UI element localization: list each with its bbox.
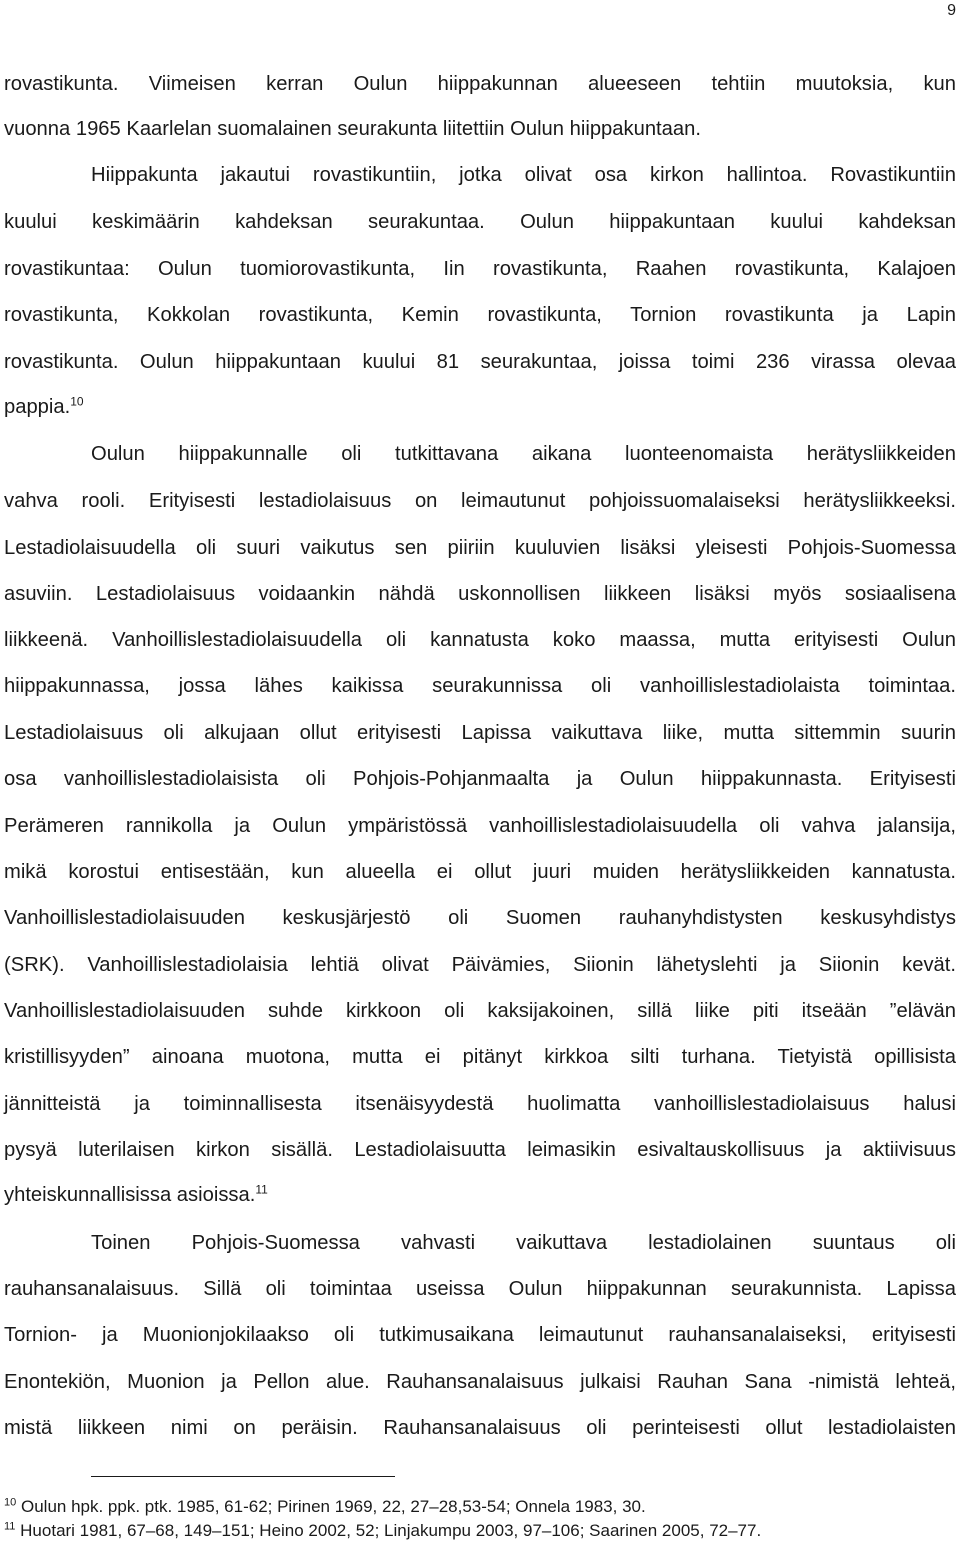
footnote (4, 1520, 761, 1542)
footnote-ref: 10 (70, 394, 84, 409)
text-line: jännitteistä ja toiminnallisesta itsenäisyydestä huolimatta vanhoillislestadiolaisuus halusi (4, 1093, 956, 1115)
text-line-with-footnote (4, 1182, 268, 1208)
text-line: Perämeren rannikolla ja Oulun ympäristössä vanhoillislestadiolaisuudella oli vahva jalansija, (4, 815, 956, 837)
text-line: hiippakunnassa, jossa lähes kaikissa seurakunnissa oli vanhoillislestadiolaista toimintaa. (4, 675, 956, 697)
text-line: kuului keskimäärin kahdeksan seurakuntaa. Oulun hiippakuntaan kuului kahdeksan (4, 211, 956, 233)
text-line-with-footnote (4, 394, 84, 420)
text-line: Lestadiolaisuus oli alkujaan ollut erityisesti Lapissa vaikuttava liike, mutta sittemmin suurin (4, 722, 956, 744)
text-line: pappia. (4, 396, 71, 418)
footnote-text: Huotari 1981, 67–68, 149–151; Heino 2002, 52; Linjakumpu 2003, 97–106; Saarinen 2005, 72–77. (20, 1521, 762, 1540)
text-line: vahva rooli. Erityisesti lestadiolaisuus on leimautunut pohjoissuomalaiseksi herätysliikkeeksi. (4, 490, 956, 512)
footnote-separator (91, 1476, 395, 1477)
footnote (4, 1496, 646, 1518)
text-line: (SRK). Vanhoillislestadiolaisia lehtiä olivat Päivämies, Siionin lähetyslehti ja Siionin kevät. (4, 954, 956, 976)
text-line: asuviin. Lestadiolaisuus voidaankin nähdä uskonnollisen liikkeen lisäksi myös sosiaalisena (4, 583, 956, 605)
text-line: mikä korostui entisestään, kun alueella ei ollut juuri muiden herätysliikkeiden kannatusta. (4, 861, 956, 883)
page-number: 9 (947, 2, 956, 19)
text-line: liikkeenä. Vanhoillislestadiolaisuudella oli kannatusta koko maassa, mutta erityisesti Oulun (4, 629, 956, 651)
footnote-number: 11 (4, 1520, 16, 1533)
text-line: Vanhoillislestadiolaisuuden keskusjärjestö oli Suomen rauhanyhdistysten keskusyhdistys (4, 907, 956, 929)
text-line: Vanhoillislestadiolaisuuden suhde kirkkoon oli kaksijakoinen, sillä liike piti itseään ”elävän (4, 1000, 956, 1022)
text-line: vuonna 1965 Kaarlelan suomalainen seurakunta liitettiin Oulun hiippakuntaan. (4, 118, 701, 140)
text-line: rovastikunta. Oulun hiippakuntaan kuului 81 seurakuntaa, joissa toimi 236 virassa olevaa (4, 351, 956, 373)
text-line: rovastikuntaa: Oulun tuomiorovastikunta, Iin rovastikunta, Raahen rovastikunta, Kalajoen (4, 258, 956, 280)
text-line: Tornion- ja Muonionjokilaakso oli tutkimusaikana leimautunut rauhansanalaiseksi, erityisesti (4, 1324, 956, 1346)
footnote-text: Oulun hpk. ppk. ptk. 1985, 61-62; Pirinen 1969, 22, 27–28,53-54; Onnela 1983, 30. (20, 1497, 646, 1516)
text-line: Enontekiön, Muonion ja Pellon alue. Rauhansanalaisuus julkaisi Rauhan Sana -nimistä lehteä, (4, 1371, 956, 1393)
text-line: rauhansanalaisuus. Sillä oli toimintaa useissa Oulun hiippakunnan seurakunnista. Lapissa (4, 1278, 956, 1300)
text-line: pysyä luterilaisen kirkon sisällä. Lestadiolaisuutta leimasikin esivaltauskollisuus ja aktiivisuus (4, 1139, 956, 1161)
text-line: mistä liikkeen nimi on peräisin. Rauhansanalaisuus oli perinteisesti ollut lestadiolaisten (4, 1417, 956, 1439)
text-line: yhteiskunnallisissa asioissa. (4, 1184, 256, 1206)
text-line: Hiippakunta jakautui rovastikuntiin, jotka olivat osa kirkon hallintoa. Rovastikuntiin (91, 164, 956, 186)
text-line: osa vanhoillislestadiolaisista oli Pohjois-Pohjanmaalta ja Oulun hiippakunnasta. Erityisesti (4, 768, 956, 790)
text-line: kristillisyyden” ainoana muotona, mutta ei pitänyt kirkkoa silti turhana. Tietyistä opillisista (4, 1046, 956, 1068)
text-line: Lestadiolaisuudella oli suuri vaikutus sen piiriin kuuluvien lisäksi yleisesti Pohjois-Suomessa (4, 537, 956, 559)
text-line: Oulun hiippakunnalle oli tutkittavana aikana luonteenomaista herätysliikkeiden (91, 443, 956, 465)
text-line: rovastikunta, Kokkolan rovastikunta, Kemin rovastikunta, Tornion rovastikunta ja Lapin (4, 304, 956, 326)
footnote-ref: 11 (255, 1182, 268, 1197)
text-line: Toinen Pohjois-Suomessa vahvasti vaikuttava lestadiolainen suuntaus oli (91, 1232, 956, 1254)
text-line: rovastikunta. Viimeisen kerran Oulun hiippakunnan alueeseen tehtiin muutoksia, kun (4, 73, 956, 95)
footnote-number: 10 (4, 1496, 17, 1509)
